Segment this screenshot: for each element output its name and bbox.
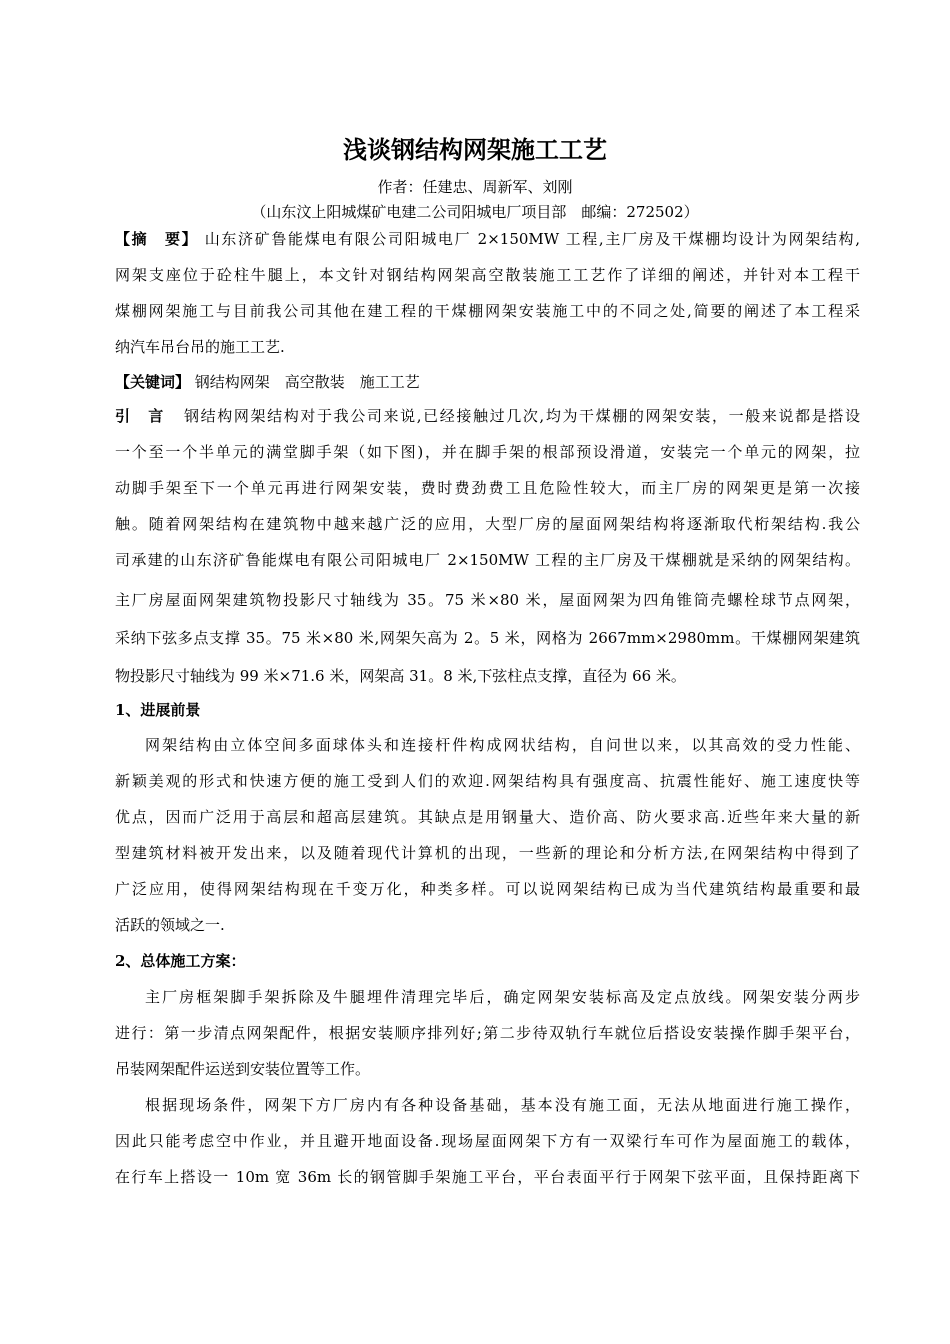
section-2-para-1-line-2: 进行：第一步清点网架配件，根据安装顺序排列好;第二步待双轨行车就位后搭设安装操作脚手架平台，	[115, 1024, 860, 1042]
section-2-para-1-line-1: 主厂房框架脚手架拆除及牛腿埋件清理完毕后，确定网架安装标高及定点放线。网架安装分两步	[145, 988, 860, 1006]
intro-line-3: 动脚手架至下一个单元再进行网架安装，费时费劲费工且危险性较大，而主厂房的网架更是第一次接	[115, 479, 860, 497]
abstract-label: 【摘 要】	[115, 230, 199, 248]
keywords-line	[115, 372, 860, 392]
authors: 作者：任建忠、周新军、刘刚	[377, 178, 573, 196]
abstract-line-2: 网架支座位于砼柱牛腿上，本文针对钢结构网架高空散装施工工艺作了详细的阐述，并针对本工程干	[115, 266, 860, 284]
abstract-text: 山东济矿鲁能煤电有限公司阳城电厂 2×150MW 工程,主厂房及干煤棚均设计为网架结构,	[204, 230, 860, 248]
affiliation: （山东汶上阳城煤矿电建二公司阳城电厂项目部 邮编：272502）	[251, 203, 699, 221]
intro-line-4: 触。随着网架结构在建筑物中越来越广泛的应用，大型厂房的屋面网架结构将逐渐取代桁架结构.我公	[115, 515, 860, 533]
intro-line-2: 一个至一个半单元的满堂脚手架（如下图)，并在脚手架的根部预设滑道，安装完一个单元的网架，拉	[115, 443, 860, 461]
paper-title: 浅谈钢结构网架施工工艺	[343, 136, 607, 164]
section-1-line-4: 型建筑材料被开发出来，以及随着现代计算机的出现，一些新的理论和分析方法,在网架结构中得到了	[115, 844, 860, 862]
keywords-label: 【关键词】	[115, 373, 191, 391]
keywords-text: 钢结构网架 高空散装 施工工艺	[194, 373, 420, 391]
intro-line-6: 主厂房屋面网架建筑物投影尺寸轴线为 35。75 米×80 米，屋面网架为四角锥筒壳螺栓球节点网架，	[115, 591, 860, 609]
abstract-line-1	[115, 229, 860, 249]
section-1-heading: 1、进展前景	[115, 701, 201, 719]
intro-line-1	[115, 406, 860, 426]
abstract-line-4: 纳汽车吊台吊的施工工艺.	[115, 338, 285, 356]
section-2-para-2-line-2: 因此只能考虑空中作业，并且避开地面设备.现场屋面网架下方有一双梁行车可作为屋面施工的载体，	[115, 1132, 860, 1150]
section-2-para-1-line-3: 吊装网架配件运送到安装位置等工作。	[115, 1060, 371, 1078]
section-2-para-2-line-3: 在行车上搭设一 10m 宽 36m 长的钢管脚手架施工平台，平台表面平行于网架下弦平面，且保持距离下	[115, 1168, 860, 1186]
section-1-line-3: 优点，因而广泛用于高层和超高层建筑。其缺点是用钢量大、造价高、防火要求高.近些年来大量的新	[115, 808, 860, 826]
section-2-heading: 2、总体施工方案：	[115, 952, 246, 970]
intro-line-8: 物投影尺寸轴线为 99 米×71.6 米，网架高 31。8 米,下弦柱点支撑，直径为 66 米。	[115, 667, 686, 685]
section-1-line-5: 广泛应用，使得网架结构现在千变万化，种类多样。可以说网架结构已成为当代建筑结构最重要和最	[115, 880, 860, 898]
section-1-line-1: 网架结构由立体空间多面球体头和连接杆件构成网状结构，自问世以来，以其高效的受力性能、	[145, 736, 860, 754]
section-1-line-6: 活跃的领域之一.	[115, 916, 225, 934]
abstract-line-3: 煤棚网架施工与目前我公司其他在建工程的干煤棚网架安装施工中的不同之处,简要的阐述了本工程采	[115, 302, 860, 320]
intro-text: 钢结构网架结构对于我公司来说,已经接触过几次,均为干煤棚的网架安装，一般来说都是搭设	[184, 407, 860, 425]
section-1-line-2: 新颖美观的形式和快速方便的施工受到人们的欢迎.网架结构具有强度高、抗震性能好、施工速度快等	[115, 772, 860, 790]
intro-label: 引 言	[115, 407, 165, 425]
intro-line-5: 司承建的山东济矿鲁能煤电有限公司阳城电厂 2×150MW 工程的主厂房及干煤棚就是采纳的网架结构。	[115, 551, 860, 569]
intro-line-7: 采纳下弦多点支撑 35。75 米×80 米,网架矢高为 2。5 米，网格为 2667mm×2980mm。干煤棚网架建筑	[115, 629, 860, 647]
section-2-para-2-line-1: 根据现场条件，网架下方厂房内有各种设备基础，基本没有施工面，无法从地面进行施工操作，	[145, 1096, 860, 1114]
